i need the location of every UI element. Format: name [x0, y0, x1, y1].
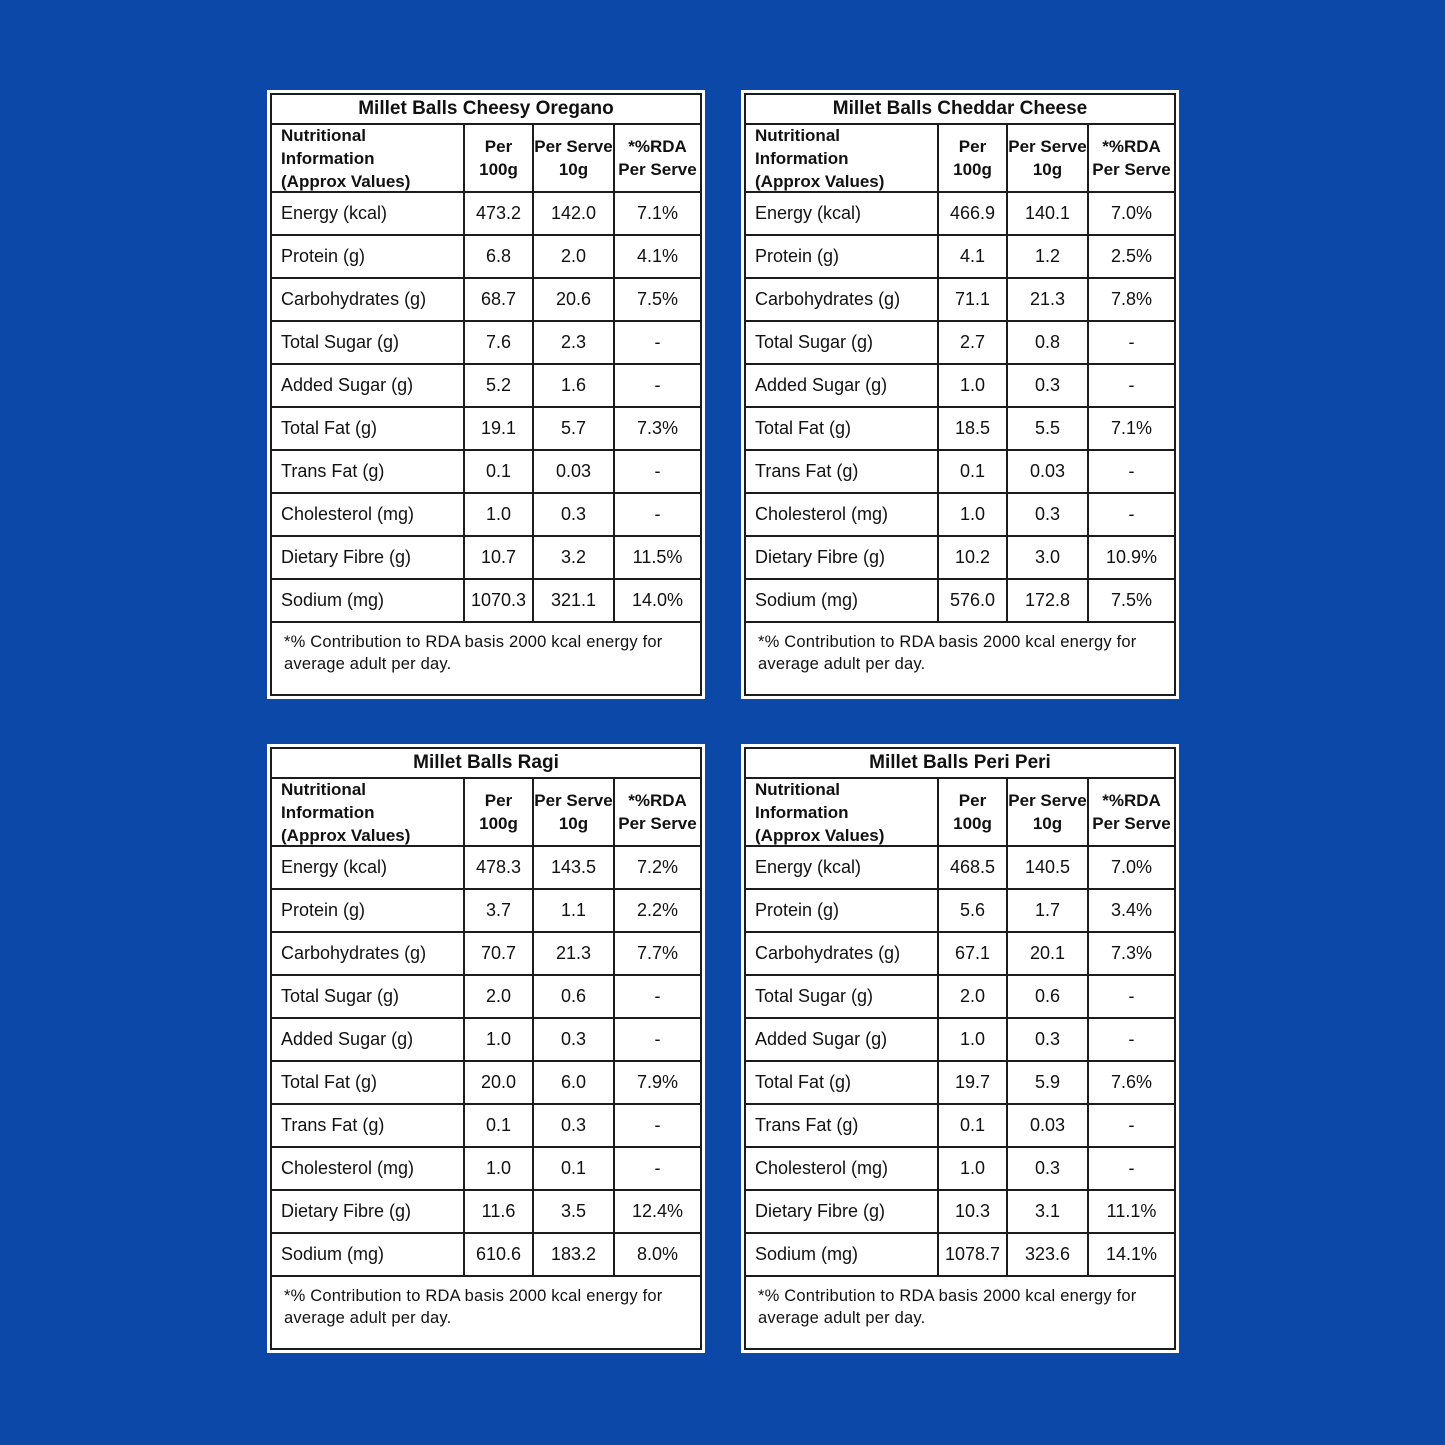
table-row	[746, 847, 1174, 890]
value-per-100g: 10.2	[939, 537, 1008, 578]
table-row	[272, 1105, 700, 1148]
col-header-line-2: 100g	[479, 814, 518, 833]
table-header-row	[272, 779, 700, 847]
value-rda: 4.1%	[636, 246, 679, 266]
col-header-line-1: Per Serve	[534, 791, 613, 810]
col-header-per-100g	[465, 779, 534, 845]
value-per-serve: 5.7	[534, 408, 615, 449]
value-per-serve: 183.2	[534, 1234, 615, 1275]
row-label: Carbohydrates (g)	[746, 279, 939, 320]
table-row	[272, 408, 700, 451]
table-row	[272, 236, 700, 279]
value-per-serve: 0.3	[1008, 1019, 1089, 1060]
value-rda: 14.1%	[1105, 1244, 1158, 1264]
nutrition-table-inner	[270, 747, 702, 1350]
value-per-100g: 0.1	[939, 451, 1008, 492]
value-rda: -	[654, 375, 661, 395]
value-per-100g: 10.3	[939, 1191, 1008, 1232]
value-per-serve: 5.9	[1008, 1062, 1089, 1103]
value-rda: 7.1%	[636, 203, 679, 223]
value-per-serve: 0.3	[1008, 494, 1089, 535]
table-row	[746, 365, 1174, 408]
row-label: Trans Fat (g)	[272, 1105, 465, 1146]
value-per-100g: 1.0	[939, 365, 1008, 406]
tables-grid	[267, 90, 1179, 1353]
row-label: Trans Fat (g)	[746, 1105, 939, 1146]
value-rda: -	[1128, 1029, 1135, 1049]
value-rda: 12.4%	[631, 1201, 684, 1221]
value-per-serve: 0.8	[1008, 322, 1089, 363]
value-per-serve: 142.0	[534, 193, 615, 234]
col-header-line-1: *%RDA	[628, 137, 687, 156]
col-header-line-1: Nutritional Information	[281, 779, 375, 822]
value-per-100g: 478.3	[465, 847, 534, 888]
value-per-serve: 1.7	[1008, 890, 1089, 931]
nutrition-table	[741, 744, 1179, 1353]
value-per-serve: 3.0	[1008, 537, 1089, 578]
row-label: Dietary Fibre (g)	[272, 537, 465, 578]
value-rda: 7.1%	[1110, 418, 1153, 438]
nutrition-table	[741, 90, 1179, 699]
value-per-100g: 0.1	[465, 451, 534, 492]
col-header-line-1: Per Serve	[1008, 137, 1087, 156]
value-per-100g: 1070.3	[465, 580, 534, 621]
row-label: Energy (kcal)	[746, 847, 939, 888]
table-row	[272, 279, 700, 322]
value-rda: -	[654, 461, 661, 481]
col-header-line-1: *%RDA	[628, 791, 687, 810]
row-label: Carbohydrates (g)	[272, 933, 465, 974]
row-label: Protein (g)	[746, 236, 939, 277]
col-header-line-1: Per	[484, 791, 513, 810]
table-row	[746, 494, 1174, 537]
col-header-line-2: Per Serve	[1092, 160, 1171, 179]
row-label: Total Sugar (g)	[272, 322, 465, 363]
col-header-rda-per-serve	[615, 779, 700, 845]
table-row	[272, 1234, 700, 1277]
value-rda: -	[654, 986, 661, 1006]
value-per-serve: 321.1	[534, 580, 615, 621]
row-label: Energy (kcal)	[746, 193, 939, 234]
value-per-serve: 140.5	[1008, 847, 1089, 888]
value-per-100g: 10.7	[465, 537, 534, 578]
value-per-100g: 67.1	[939, 933, 1008, 974]
col-header-line-1: *%RDA	[1102, 137, 1161, 156]
row-label: Sodium (mg)	[272, 1234, 465, 1275]
value-per-serve: 0.3	[534, 494, 615, 535]
rda-footnote: *% Contribution to RDA basis 2000 kcal energy for average adult per day.	[758, 1287, 1137, 1327]
col-header-line-1: Per	[958, 791, 987, 810]
value-per-serve: 6.0	[534, 1062, 615, 1103]
row-label: Total Fat (g)	[272, 1062, 465, 1103]
col-header-line-2: Per Serve	[618, 814, 697, 833]
row-label: Total Sugar (g)	[746, 322, 939, 363]
table-row	[746, 322, 1174, 365]
value-per-100g: 2.7	[939, 322, 1008, 363]
value-per-serve: 21.3	[1008, 279, 1089, 320]
table-title: Millet Balls Peri Peri	[746, 749, 1174, 779]
table-row	[746, 279, 1174, 322]
table-row	[272, 537, 700, 580]
value-rda: 8.0%	[636, 1244, 679, 1264]
value-per-serve: 0.3	[1008, 365, 1089, 406]
row-label: Energy (kcal)	[272, 193, 465, 234]
table-body	[272, 193, 700, 623]
table-row	[272, 1019, 700, 1062]
col-header-line-2: (Approx Values)	[281, 171, 411, 191]
row-label: Added Sugar (g)	[746, 1019, 939, 1060]
value-per-serve: 5.5	[1008, 408, 1089, 449]
value-per-serve: 20.1	[1008, 933, 1089, 974]
value-per-100g: 0.1	[939, 1105, 1008, 1146]
value-per-100g: 68.7	[465, 279, 534, 320]
value-rda: -	[654, 1158, 661, 1178]
table-row	[746, 580, 1174, 623]
table-row	[746, 1148, 1174, 1191]
value-rda: 7.6%	[1110, 1072, 1153, 1092]
table-row	[272, 193, 700, 236]
value-per-100g: 468.5	[939, 847, 1008, 888]
table-row	[746, 451, 1174, 494]
value-per-100g: 1.0	[939, 1148, 1008, 1189]
value-per-100g: 6.8	[465, 236, 534, 277]
table-body	[746, 193, 1174, 623]
value-rda: -	[1128, 1115, 1135, 1135]
col-header-line-1: Nutritional Information	[755, 125, 849, 168]
value-rda: 7.3%	[1110, 943, 1153, 963]
table-row	[272, 451, 700, 494]
row-label: Cholesterol (mg)	[272, 494, 465, 535]
value-per-100g: 11.6	[465, 1191, 534, 1232]
table-row	[746, 1105, 1174, 1148]
value-rda: -	[1128, 986, 1135, 1006]
row-label: Protein (g)	[272, 236, 465, 277]
col-header-line-1: Per Serve	[1008, 791, 1087, 810]
value-rda: 7.3%	[636, 418, 679, 438]
value-per-100g: 4.1	[939, 236, 1008, 277]
value-rda: 14.0%	[631, 590, 684, 610]
col-header-per-100g	[939, 779, 1008, 845]
value-per-100g: 19.7	[939, 1062, 1008, 1103]
nutrition-table	[267, 744, 705, 1353]
rda-footnote: *% Contribution to RDA basis 2000 kcal energy for average adult per day.	[284, 633, 663, 673]
value-per-serve: 0.6	[1008, 976, 1089, 1017]
row-label: Cholesterol (mg)	[746, 1148, 939, 1189]
nutrition-table-inner	[270, 93, 702, 696]
value-per-100g: 1078.7	[939, 1234, 1008, 1275]
value-rda: 7.9%	[636, 1072, 679, 1092]
value-rda: -	[1128, 504, 1135, 524]
col-header-nutritional-information	[746, 779, 939, 845]
table-row	[746, 976, 1174, 1019]
table-row	[272, 1062, 700, 1105]
value-rda: 2.5%	[1110, 246, 1153, 266]
value-per-serve: 3.2	[534, 537, 615, 578]
table-row	[746, 1062, 1174, 1105]
value-per-100g: 5.6	[939, 890, 1008, 931]
col-header-per-100g	[465, 125, 534, 191]
value-per-100g: 2.0	[465, 976, 534, 1017]
value-rda: -	[654, 332, 661, 352]
value-per-serve: 2.0	[534, 236, 615, 277]
table-row	[272, 1191, 700, 1234]
value-per-serve: 3.5	[534, 1191, 615, 1232]
value-rda: 7.0%	[1110, 203, 1153, 223]
value-per-100g: 7.6	[465, 322, 534, 363]
nutrition-table	[267, 90, 705, 699]
table-row	[746, 193, 1174, 236]
row-label: Added Sugar (g)	[272, 365, 465, 406]
row-label: Sodium (mg)	[746, 580, 939, 621]
row-label: Total Sugar (g)	[746, 976, 939, 1017]
value-per-100g: 5.2	[465, 365, 534, 406]
row-label: Protein (g)	[746, 890, 939, 931]
table-row	[746, 236, 1174, 279]
table-header-row	[272, 125, 700, 193]
value-per-100g: 1.0	[939, 1019, 1008, 1060]
rda-footnote: *% Contribution to RDA basis 2000 kcal energy for average adult per day.	[284, 1287, 663, 1327]
table-row	[746, 408, 1174, 451]
value-rda: -	[654, 1115, 661, 1135]
table-row	[746, 1191, 1174, 1234]
row-label: Sodium (mg)	[746, 1234, 939, 1275]
value-per-100g: 19.1	[465, 408, 534, 449]
table-row	[272, 1148, 700, 1191]
value-per-serve: 172.8	[1008, 580, 1089, 621]
col-header-line-1: Per	[958, 137, 987, 156]
row-label: Total Sugar (g)	[272, 976, 465, 1017]
value-per-100g: 3.7	[465, 890, 534, 931]
value-per-serve: 140.1	[1008, 193, 1089, 234]
table-header-row	[746, 125, 1174, 193]
row-label: Dietary Fibre (g)	[746, 537, 939, 578]
table-title: Millet Balls Cheddar Cheese	[746, 95, 1174, 125]
col-header-nutritional-information	[272, 779, 465, 845]
value-per-100g: 1.0	[465, 494, 534, 535]
table-row	[272, 580, 700, 623]
value-per-100g: 1.0	[465, 1019, 534, 1060]
col-header-rda-per-serve	[1089, 125, 1174, 191]
value-per-100g: 1.0	[939, 494, 1008, 535]
value-per-serve: 1.6	[534, 365, 615, 406]
col-header-line-2: (Approx Values)	[755, 171, 885, 191]
value-per-100g: 466.9	[939, 193, 1008, 234]
value-rda: 11.5%	[632, 547, 683, 567]
value-per-100g: 1.0	[465, 1148, 534, 1189]
col-header-line-1: Per Serve	[534, 137, 613, 156]
value-per-100g: 473.2	[465, 193, 534, 234]
row-label: Protein (g)	[272, 890, 465, 931]
col-header-line-2: 10g	[558, 814, 589, 833]
value-per-100g: 2.0	[939, 976, 1008, 1017]
row-label: Carbohydrates (g)	[746, 933, 939, 974]
row-label: Trans Fat (g)	[746, 451, 939, 492]
col-header-rda-per-serve	[615, 125, 700, 191]
value-per-100g: 70.7	[465, 933, 534, 974]
row-label: Cholesterol (mg)	[272, 1148, 465, 1189]
row-label: Total Fat (g)	[746, 1062, 939, 1103]
value-rda: -	[1128, 375, 1135, 395]
value-per-100g: 610.6	[465, 1234, 534, 1275]
value-rda: 10.9%	[1105, 547, 1158, 567]
value-rda: 11.1%	[1106, 1201, 1157, 1221]
col-header-line-1: *%RDA	[1102, 791, 1161, 810]
row-label: Dietary Fibre (g)	[272, 1191, 465, 1232]
value-rda: -	[654, 1029, 661, 1049]
col-header-line-1: Nutritional Information	[281, 125, 375, 168]
table-title: Millet Balls Ragi	[272, 749, 700, 779]
col-header-line-2: Per Serve	[1092, 814, 1171, 833]
col-header-per-100g	[939, 125, 1008, 191]
col-header-per-serve	[534, 779, 615, 845]
value-rda: -	[1128, 1158, 1135, 1178]
table-title: Millet Balls Cheesy Oregano	[272, 95, 700, 125]
value-per-100g: 0.1	[465, 1105, 534, 1146]
col-header-line-2: Per Serve	[618, 160, 697, 179]
value-per-serve: 0.3	[534, 1019, 615, 1060]
col-header-per-serve	[1008, 125, 1089, 191]
table-row	[272, 494, 700, 537]
col-header-rda-per-serve	[1089, 779, 1174, 845]
row-label: Added Sugar (g)	[272, 1019, 465, 1060]
value-rda: 7.2%	[636, 857, 679, 877]
row-label: Energy (kcal)	[272, 847, 465, 888]
col-header-line-2: (Approx Values)	[755, 825, 885, 845]
col-header-line-2: 100g	[953, 814, 992, 833]
value-per-serve: 0.03	[1008, 451, 1089, 492]
col-header-line-2: 100g	[479, 160, 518, 179]
value-per-serve: 21.3	[534, 933, 615, 974]
value-per-serve: 1.1	[534, 890, 615, 931]
col-header-line-1: Per	[484, 137, 513, 156]
row-label: Total Fat (g)	[746, 408, 939, 449]
col-header-line-2: 10g	[558, 160, 589, 179]
value-rda: 3.4%	[1110, 900, 1153, 920]
value-per-serve: 0.03	[534, 451, 615, 492]
col-header-nutritional-information	[272, 125, 465, 191]
value-per-serve: 0.1	[534, 1148, 615, 1189]
value-per-100g: 20.0	[465, 1062, 534, 1103]
value-per-serve: 1.2	[1008, 236, 1089, 277]
row-label: Cholesterol (mg)	[746, 494, 939, 535]
value-per-serve: 3.1	[1008, 1191, 1089, 1232]
table-row	[272, 322, 700, 365]
value-per-serve: 0.6	[534, 976, 615, 1017]
rda-footnote: *% Contribution to RDA basis 2000 kcal energy for average adult per day.	[758, 633, 1137, 673]
table-row	[746, 890, 1174, 933]
col-header-nutritional-information	[746, 125, 939, 191]
value-per-serve: 323.6	[1008, 1234, 1089, 1275]
value-rda: 2.2%	[636, 900, 679, 920]
value-per-100g: 71.1	[939, 279, 1008, 320]
value-per-serve: 143.5	[534, 847, 615, 888]
value-per-100g: 18.5	[939, 408, 1008, 449]
col-header-line-2: 10g	[1032, 160, 1063, 179]
col-header-line-2: 100g	[953, 160, 992, 179]
value-per-serve: 20.6	[534, 279, 615, 320]
row-label: Added Sugar (g)	[746, 365, 939, 406]
col-header-line-2: (Approx Values)	[281, 825, 411, 845]
table-header-row	[746, 779, 1174, 847]
table-row	[272, 933, 700, 976]
row-label: Carbohydrates (g)	[272, 279, 465, 320]
col-header-line-1: Nutritional Information	[755, 779, 849, 822]
table-body	[746, 847, 1174, 1277]
row-label: Dietary Fibre (g)	[746, 1191, 939, 1232]
table-row	[746, 933, 1174, 976]
table-row	[746, 1234, 1174, 1277]
value-rda: 7.7%	[636, 943, 679, 963]
value-rda: -	[1128, 332, 1135, 352]
table-row	[272, 976, 700, 1019]
value-rda: 7.5%	[1110, 590, 1153, 610]
table-row	[272, 890, 700, 933]
col-header-per-serve	[534, 125, 615, 191]
value-per-100g: 576.0	[939, 580, 1008, 621]
value-per-serve: 0.3	[1008, 1148, 1089, 1189]
table-row	[272, 847, 700, 890]
value-rda: -	[1128, 461, 1135, 481]
table-row	[746, 537, 1174, 580]
nutrition-table-inner	[744, 747, 1176, 1350]
row-label: Sodium (mg)	[272, 580, 465, 621]
table-body	[272, 847, 700, 1277]
value-rda: -	[654, 504, 661, 524]
row-label: Trans Fat (g)	[272, 451, 465, 492]
value-per-serve: 0.03	[1008, 1105, 1089, 1146]
value-rda: 7.5%	[636, 289, 679, 309]
table-row	[746, 1019, 1174, 1062]
row-label: Total Fat (g)	[272, 408, 465, 449]
value-rda: 7.0%	[1110, 857, 1153, 877]
table-row	[272, 365, 700, 408]
col-header-line-2: 10g	[1032, 814, 1063, 833]
col-header-per-serve	[1008, 779, 1089, 845]
value-per-serve: 0.3	[534, 1105, 615, 1146]
value-per-serve: 2.3	[534, 322, 615, 363]
value-rda: 7.8%	[1110, 289, 1153, 309]
nutrition-table-inner	[744, 93, 1176, 696]
